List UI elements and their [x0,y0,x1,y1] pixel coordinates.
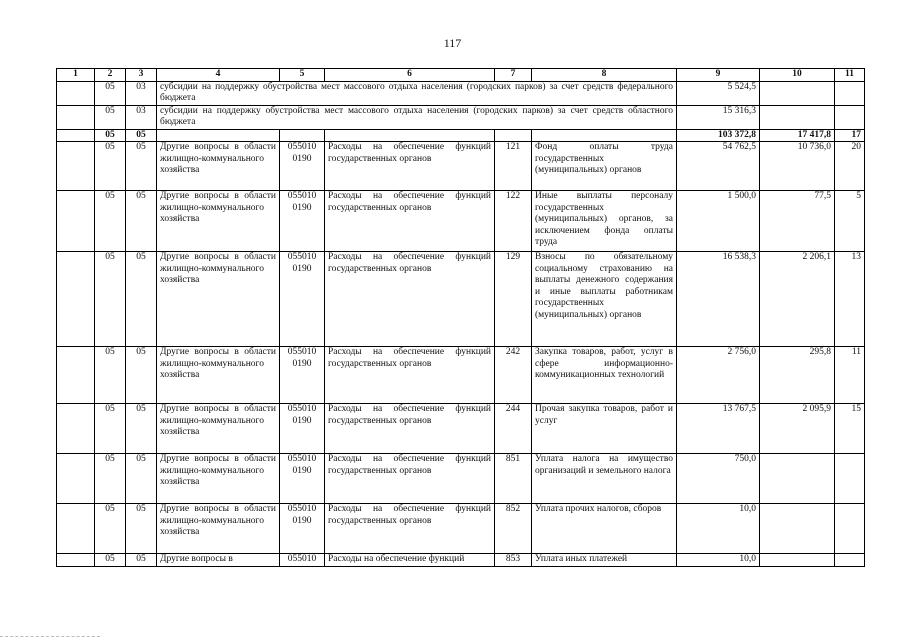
table-row [57,454,865,504]
col-header: 5 [280,69,325,82]
cell-expense-description: Фонд оплаты труда государственных (муниципальных) органов [532,142,677,191]
table-row [57,142,865,191]
col-header: 2 [95,69,126,82]
cell-expense-type: 122 [495,191,532,252]
col-header: 11 [835,69,865,82]
total-row [57,129,865,142]
cell-expense-name: Расходы на обеспечение функций государственных органов [325,347,495,404]
cell-expense-description: Уплата прочих налогов, сборов [532,504,677,554]
col-header: 6 [325,69,495,82]
page-number: 117 [443,36,462,50]
cell-subsection: 03 [126,105,157,129]
cell-target-code: 055010 0190 [280,252,325,347]
cell-amount: 15 316,3 [677,105,760,129]
cell-expense-type: 244 [495,404,532,454]
cell-description: субсидии на поддержку обустройства мест массового отдыха населения (городских парков) за счет средств федерального бюджета [157,81,677,105]
cell-section: 05 [95,404,126,454]
cell-percent [835,554,865,567]
cell-subsection: 05 [126,191,157,252]
cell-amount-2: 2 095,9 [760,404,835,454]
cell-amount: 16 538,3 [677,252,760,347]
cell-percent: 15 [835,404,865,454]
cell-expense-description: Уплата иных платежей [532,554,677,567]
cell-category: Другие вопросы в области жилищно-коммунального хозяйства [157,191,280,252]
cell-amount: 750,0 [677,454,760,504]
cell-percent: 13 [835,252,865,347]
cell-amount: 13 767,5 [677,404,760,454]
col-header: 8 [532,69,677,82]
cell-expense-description: Прочая закупка товаров, работ и услуг [532,404,677,454]
cell-section: 05 [95,105,126,129]
cell-category: Другие вопросы в области жилищно-коммунального хозяйства [157,504,280,554]
cell-expense-description: Закупка товаров, работ, услуг в сфере информационно-коммуникационных технологий [532,347,677,404]
cell-expense-name: Расходы на обеспечение функций государственных органов [325,504,495,554]
cell-percent: 11 [835,347,865,404]
table-row [57,504,865,554]
cell-amount-2: 17 417,8 [760,129,835,142]
cell-expense-type: 242 [495,347,532,404]
cell-expense-type: 129 [495,252,532,347]
cell-target-code: 055010 0190 [280,191,325,252]
cell-subsection: 05 [126,129,157,142]
cell-section: 05 [95,252,126,347]
cell-category: Другие вопросы в области жилищно-коммунального хозяйства [157,252,280,347]
cell-percent: 20 [835,142,865,191]
cell-target-code: 055010 0190 [280,404,325,454]
cell-section: 05 [95,347,126,404]
cell-percent [835,504,865,554]
cell-expense-name: Расходы на обеспечение функций государственных органов [325,191,495,252]
cell-section: 05 [95,504,126,554]
cell-amount-2 [760,554,835,567]
cell-amount: 10,0 [677,504,760,554]
cell-amount: 54 762,5 [677,142,760,191]
cell-subsection: 05 [126,554,157,567]
cell-category: Другие вопросы в области жилищно-коммунального хозяйства [157,347,280,404]
table-row [57,554,865,567]
cell-amount: 1 500,0 [677,191,760,252]
cell-category: Другие вопросы в [157,554,280,567]
cell-expense-type: 851 [495,454,532,504]
cell-amount-2: 2 206,1 [760,252,835,347]
cell-amount-2 [760,504,835,554]
cell-expense-type: 853 [495,554,532,567]
table-row [57,347,865,404]
cell-category: Другие вопросы в области жилищно-коммунального хозяйства [157,454,280,504]
cell-subsection: 05 [126,252,157,347]
table-row [57,191,865,252]
col-header: 7 [495,69,532,82]
cell-target-code: 055010 0190 [280,504,325,554]
cell-target-code: 055010 0190 [280,454,325,504]
cell-section: 05 [95,81,126,105]
cell-expense-name: Расходы на обеспечение функций государственных органов [325,252,495,347]
col-header: 10 [760,69,835,82]
cell-percent [835,105,865,129]
cell-expense-name: Расходы на обеспечение функций государственных органов [325,404,495,454]
cell-subsection: 05 [126,142,157,191]
table-header-row [57,69,865,82]
cell-amount-2: 295,8 [760,347,835,404]
cell-description: субсидии на поддержку обустройства мест массового отдыха населения (городских парков) за счет средств областного бюджета [157,105,677,129]
cell-amount-2 [760,105,835,129]
col-header: 4 [157,69,280,82]
cell-subsection: 05 [126,504,157,554]
cell-target-code: 055010 0190 [280,347,325,404]
cell-amount-2 [760,81,835,105]
cell-section: 05 [95,191,126,252]
cell-amount: 103 372,8 [677,129,760,142]
cell-section: 05 [95,454,126,504]
cell-expense-description: Иные выплаты персоналу государственных (муниципальных) органов, за исключением фонда оплаты труда [532,191,677,252]
table-row [57,404,865,454]
cell-percent: 5 [835,191,865,252]
cell-category: Другие вопросы в области жилищно-коммунального хозяйства [157,404,280,454]
cell-target-code: 055010 0190 [280,142,325,191]
cell-percent [835,81,865,105]
cell-expense-type: 852 [495,504,532,554]
cell-expense-type: 121 [495,142,532,191]
cell-category: Другие вопросы в области жилищно-коммунального хозяйства [157,142,280,191]
cell-subsection: 03 [126,81,157,105]
cell-expense-name: Расходы на обеспечение функций [325,554,495,567]
cell-percent: 17 [835,129,865,142]
cell-section: 05 [95,129,126,142]
cell-amount-2 [760,454,835,504]
cell-amount-2: 10 736,0 [760,142,835,191]
bottom-rule [0,636,100,638]
cell-section: 05 [95,142,126,191]
cell-subsection: 05 [126,404,157,454]
cell-subsection: 05 [126,454,157,504]
cell-expense-name: Расходы на обеспечение функций государственных органов [325,142,495,191]
table-row [57,252,865,347]
cell-target-code: 055010 [280,554,325,567]
cell-section: 05 [95,554,126,567]
cell-subsection: 05 [126,347,157,404]
cell-expense-description: Уплата налога на имущество организаций и земельного налога [532,454,677,504]
cell-amount: 2 756,0 [677,347,760,404]
cell-percent [835,454,865,504]
budget-table [56,68,865,567]
col-header: 1 [57,69,95,82]
cell-expense-description: Взносы по обязательному социальному страхованию на выплаты денежного содержания и иные выплаты работникам государственных (муниципальных) органов [532,252,677,347]
col-header: 3 [126,69,157,82]
cell-amount: 5 524,5 [677,81,760,105]
cell-expense-name: Расходы на обеспечение функций государственных органов [325,454,495,504]
col-header: 9 [677,69,760,82]
subsidy-row [57,81,865,105]
cell-amount: 10,0 [677,554,760,567]
subsidy-row [57,105,865,129]
cell-amount-2: 77,5 [760,191,835,252]
